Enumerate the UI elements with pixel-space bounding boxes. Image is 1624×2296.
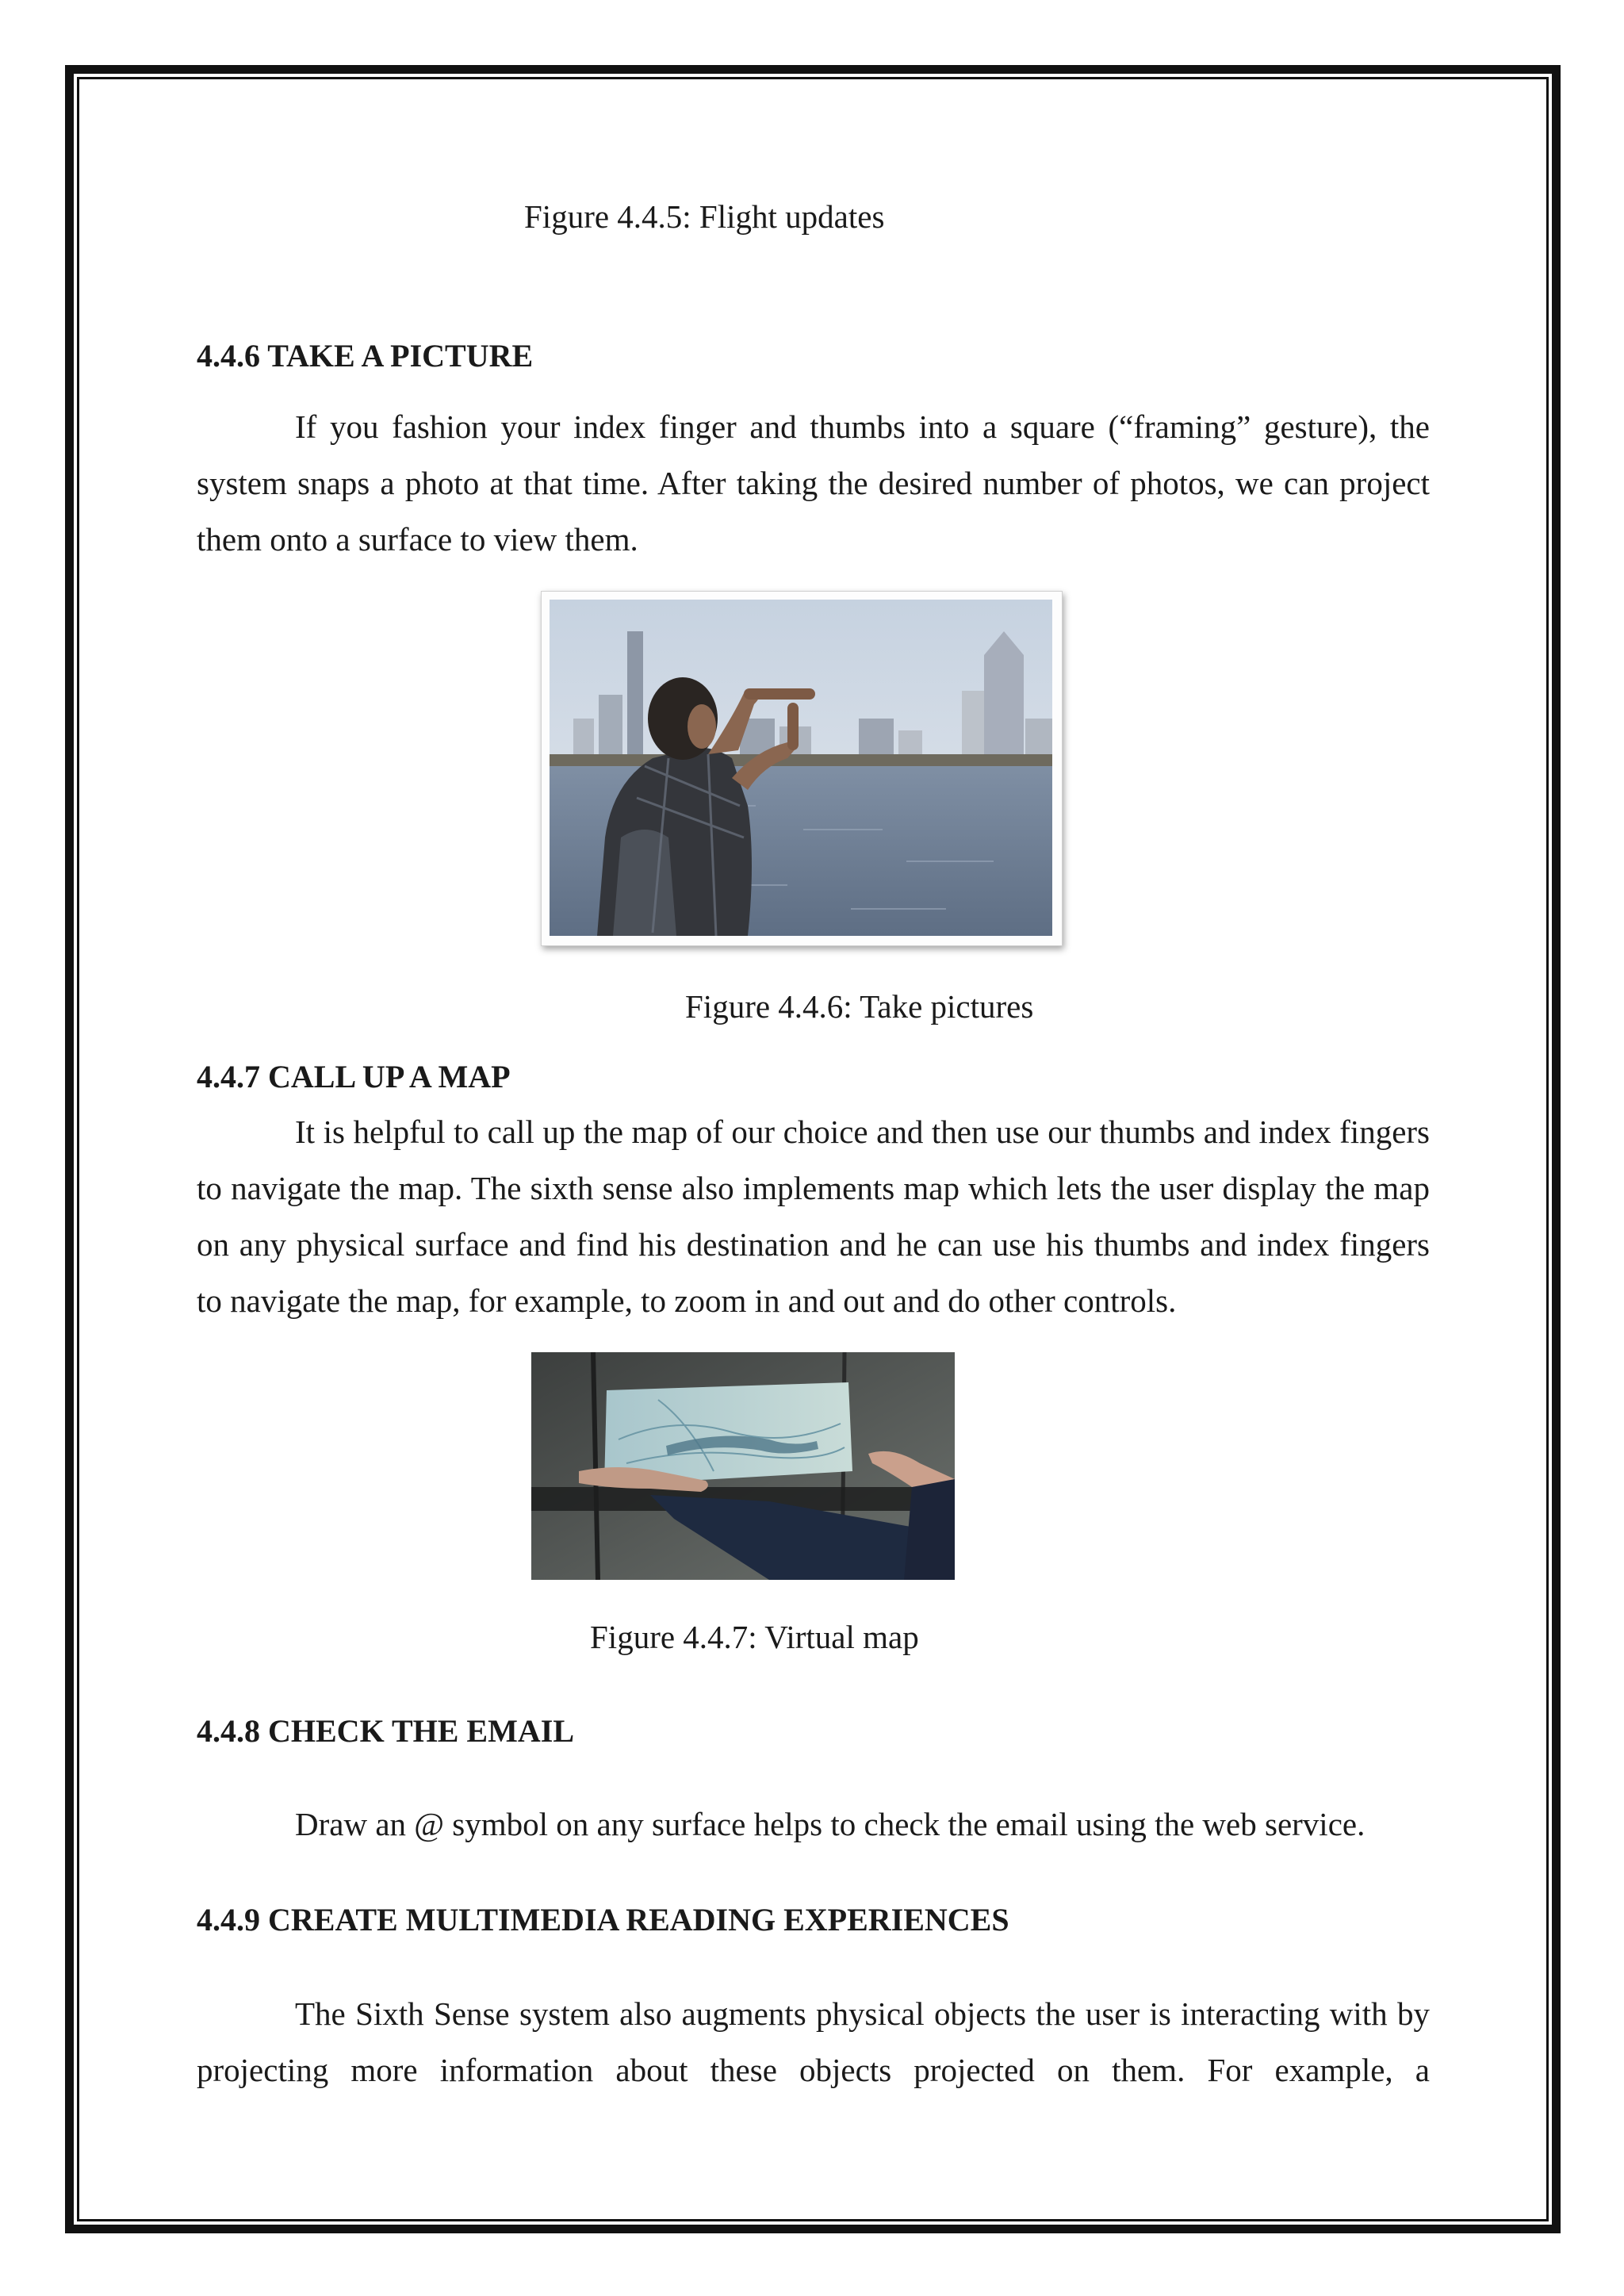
figure-caption-take-pictures: Figure 4.4.6: Take pictures: [685, 988, 1034, 1025]
paragraph-multimedia: The Sixth Sense system also augments physical objects the user is interacting with by projecting more information about these objects projected on them. For example, a: [197, 1995, 1430, 2088]
figure-caption-flight-updates: Figure 4.4.5: Flight updates: [524, 198, 885, 235]
paragraph-take-picture: If you fashion your index finger and thumbs into a square (“framing” gesture), the system snaps a photo at that time. After taking the desired number of photos, we can project them onto a surface to view them.: [197, 408, 1430, 558]
virtual-map-photo: [531, 1352, 955, 1580]
section-heading-multimedia: 4.4.9 CREATE MULTIMEDIA READING EXPERIENCES: [197, 1902, 1009, 1938]
section-heading-take-picture: 4.4.6 TAKE A PICTURE: [197, 338, 534, 374]
section-heading-check-email: 4.4.8 CHECK THE EMAIL: [197, 1713, 574, 1749]
paragraph-call-map: It is helpful to call up the map of our choice and then use our thumbs and index fingers to navigate the map. The sixth sense also implements map which lets the user display the map on any physical surface and find his destination and he can use his thumbs and index fingers to navigate the map, for example, to zoom in and out and do other controls.: [197, 1114, 1430, 1319]
take-picture-photo: [541, 591, 1063, 946]
figure-caption-virtual-map: Figure 4.4.7: Virtual map: [590, 1619, 919, 1655]
paragraph-check-email: Draw an @ symbol on any surface helps to check the email using the web service.: [295, 1806, 1365, 1842]
section-heading-call-map: 4.4.7 CALL UP A MAP: [197, 1059, 511, 1094]
